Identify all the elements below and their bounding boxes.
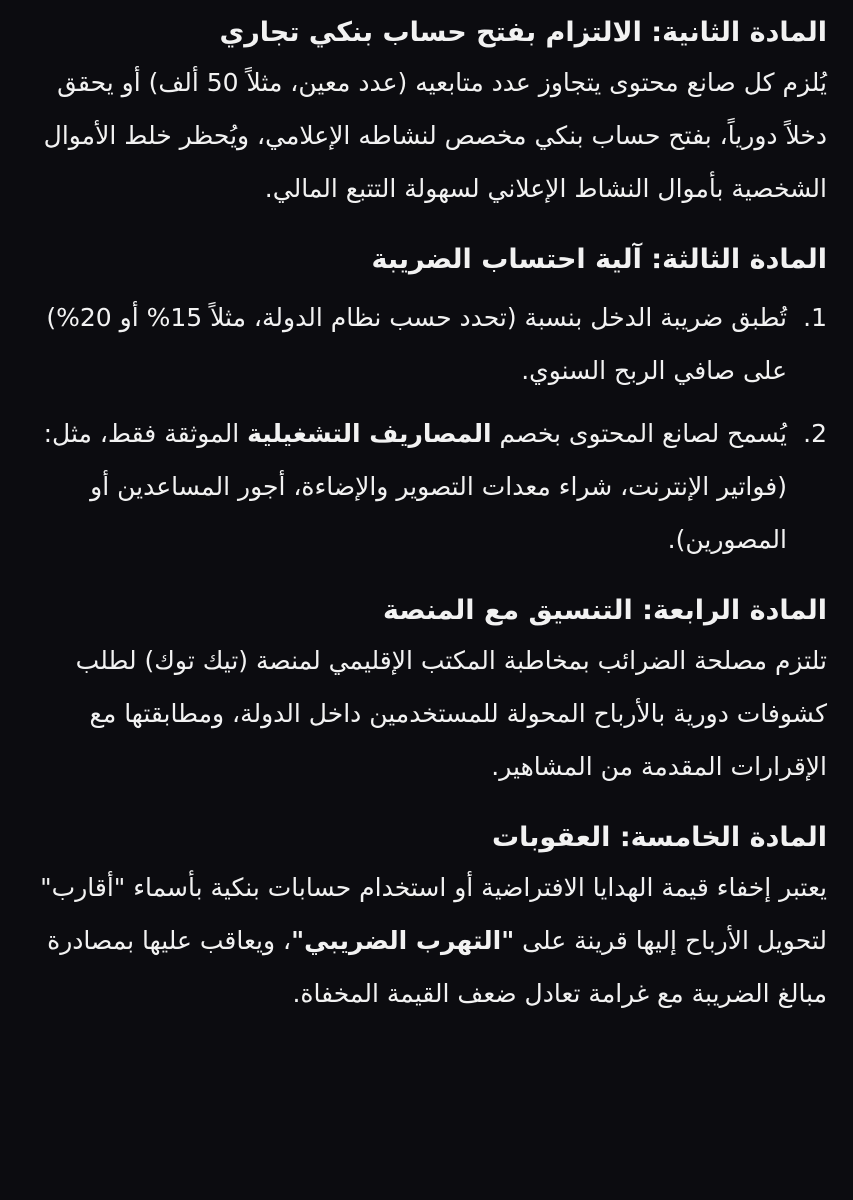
- operating-expenses-emphasis: المصاريف التشغيلية: [247, 419, 492, 448]
- list-item-number: 1.: [803, 303, 827, 332]
- article-five-body: [26, 861, 827, 1020]
- article-five-body-after: ، ويعاقب عليها بمصادرة مبالغ الضريبة مع غرامة تعادل ضعف القيمة المخفاة.: [47, 926, 827, 1008]
- list-item: [26, 407, 827, 566]
- article-four-heading: المادة الرابعة: التنسيق مع المنصة: [383, 595, 827, 626]
- tax-evasion-emphasis: "التهرب الضريبي": [291, 926, 515, 955]
- list-item-text: [26, 407, 787, 566]
- article-three: [26, 241, 827, 566]
- list-item-text-before: يُسمح لصانع المحتوى بخصم: [491, 419, 787, 448]
- article-five-body-before: يعتبر إخفاء قيمة الهدايا الافتراضية أو استخدام حسابات بنكية بأسماء "أقارب" لتحويل الأرباح إليها قرينة على: [40, 873, 827, 955]
- list-item-text-after: الموثقة فقط، مثل: (فواتير الإنترنت، شراء معدات التصوير والإضاءة، أجور المساعدين أو المصورين).: [43, 419, 787, 554]
- article-two: [26, 14, 827, 215]
- tax-calculation-list: [26, 291, 827, 566]
- article-three-heading: المادة الثالثة: آلية احتساب الضريبة: [371, 244, 827, 275]
- article-five-heading: المادة الخامسة: العقوبات: [492, 822, 827, 853]
- list-item-number: 2.: [803, 419, 827, 448]
- article-five: [26, 819, 827, 1020]
- article-two-heading: المادة الثانية: الالتزام بفتح حساب بنكي تجاري: [219, 17, 827, 48]
- article-two-body: يُلزم كل صانع محتوى يتجاوز عدد متابعيه (عدد معين، مثلاً 50 ألف) أو يحقق دخلاً دورياً، بفتح حساب بنكي مخصص لنشاطه الإعلامي، ويُحظر خلط الأموال الشخصية بأموال النشاط الإعلاني لسهولة التتبع المالي.: [43, 68, 827, 203]
- article-four: [26, 592, 827, 793]
- list-item: [26, 291, 827, 397]
- article-four-body: تلتزم مصلحة الضرائب بمخاطبة المكتب الإقليمي لمنصة (تيك توك) لطلب كشوفات دورية بالأرباح المحولة للمستخدمين داخل الدولة، ومطابقتها مع الإقرارات المقدمة من المشاهير.: [75, 646, 827, 781]
- list-item-text: تُطبق ضريبة الدخل بنسبة (تحدد حسب نظام الدولة، مثلاً 15% أو 20%) على صافي الربح السنوي.: [46, 303, 787, 385]
